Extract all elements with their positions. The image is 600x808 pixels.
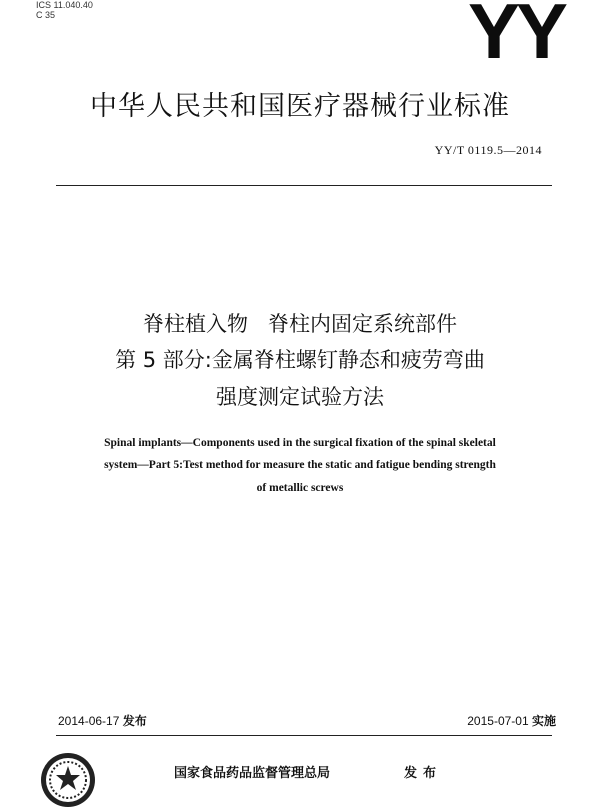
publisher-name: 国家食品药品监督管理总局 xyxy=(174,766,331,781)
top-divider xyxy=(56,185,552,186)
implement-label: 实施 xyxy=(531,714,556,728)
chinese-title-line-1: 脊柱植入物 脊柱内固定系统部件 xyxy=(142,312,458,336)
ics-code: ICS 11.040.40 xyxy=(36,0,93,10)
national-emblem-seal-icon xyxy=(40,752,96,808)
implement-date-block xyxy=(467,712,556,729)
implement-date: 2015-07-01 xyxy=(467,714,529,728)
chinese-title-line-3: 强度测定试验方法 xyxy=(216,385,384,409)
chinese-title-line-2: 第 5 部分:金属脊柱螺钉静态和疲劳弯曲 xyxy=(115,348,485,372)
issue-date-block xyxy=(58,712,147,729)
standard-number: YY/T 0119.5—2014 xyxy=(434,143,542,157)
issue-date: 2014-06-17 xyxy=(58,714,120,728)
ccs-code: C 35 xyxy=(36,10,56,20)
issue-label: 发布 xyxy=(122,714,147,728)
publish-label: 发布 xyxy=(404,766,443,781)
bottom-divider xyxy=(56,735,552,736)
english-title-line-3: of metallic screws xyxy=(256,482,344,494)
english-title-line-1: Spinal implants—Components used in the surgical fixation of the spinal skeletal xyxy=(104,437,496,449)
yy-logo: YY xyxy=(467,0,564,75)
english-title-line-2: system—Part 5:Test method for measure the static and fatigue bending strength xyxy=(104,459,496,471)
organization-title: 中华人民共和国医疗器械行业标准 xyxy=(90,91,510,122)
classification-codes xyxy=(36,0,93,20)
